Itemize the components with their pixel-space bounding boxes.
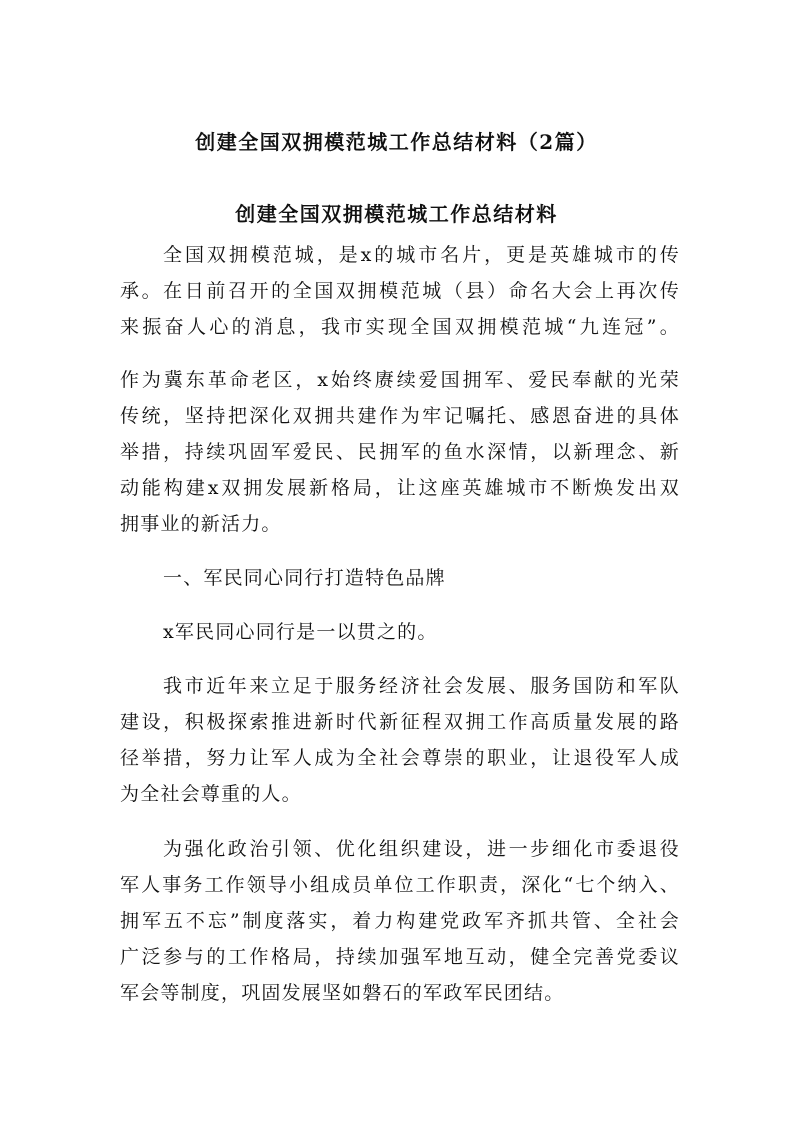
paragraph-line: 径举措，努力让军人成为全社会尊崇的职业，让退役军人成 — [120, 747, 680, 769]
paragraph-line: 承。在日前召开的全国双拥模范城（县）命名大会上再次传 — [120, 280, 680, 302]
paragraph-line: 军人事务工作领导小组成员单位工作职责，深化“七个纳入、 — [120, 874, 680, 896]
section-heading: 一、军民同心同行打造特色品牌 — [163, 567, 446, 589]
paragraph-line: 全国双拥模范城，是x的城市名片，更是英雄城市的传 — [163, 244, 680, 266]
paragraph-line: 拥军五不忘”制度落实，着力构建党政军齐抓共管、全社会 — [120, 910, 680, 932]
paragraph-line: 动能构建x双拥发展新格局，让这座英雄城市不断焕发出双 — [120, 477, 680, 499]
paragraph-line: 作为冀东革命老区，x始终赓续爱国拥军、爱民奉献的光荣 — [120, 369, 680, 391]
paragraph-line: 来振奋人心的消息，我市实现全国双拥模范城“九连冠”。 — [120, 316, 680, 338]
paragraph-line: 军会等制度，巩固发展坚如磐石的军政军民团结。 — [120, 982, 565, 1004]
paragraph-line: 为全社会尊重的人。 — [120, 783, 302, 805]
paragraph-line: x军民同心同行是一以贯之的。 — [163, 621, 438, 643]
paragraph-line: 举措，持续巩固军爱民、民拥军的鱼水深情，以新理念、新 — [120, 441, 680, 463]
paragraph-line: 传统，坚持把深化双拥共建作为牢记嘱托、感恩奋进的具体 — [120, 405, 680, 427]
document-subtitle: 创建全国双拥模范城工作总结材料 — [235, 202, 558, 226]
paragraph-line: 建设，积极探索推进新时代新征程双拥工作高质量发展的路 — [120, 711, 680, 733]
paragraph-line: 为强化政治引领、优化组织建设，进一步细化市委退役 — [163, 838, 680, 860]
paragraph-line: 拥事业的新活力。 — [120, 513, 282, 535]
document-title: 创建全国双拥模范城工作总结材料（2篇） — [195, 130, 598, 154]
paragraph-line: 广泛参与的工作格局，持续加强军地互动，健全完善党委议 — [120, 946, 680, 968]
paragraph-line: 我市近年来立足于服务经济社会发展、服务国防和军队 — [163, 675, 680, 697]
